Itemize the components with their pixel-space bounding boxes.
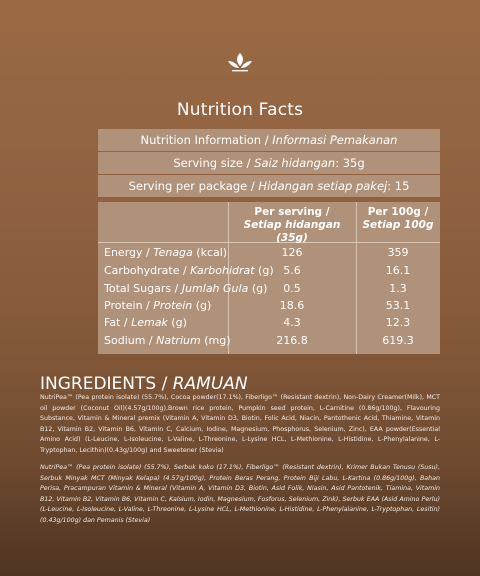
nutrient-unit: (g)	[254, 264, 274, 277]
serving-size-bar	[98, 152, 440, 174]
table-row	[98, 314, 440, 331]
nutrient-name-ms: Tenaga	[153, 246, 193, 259]
serving-per-package-en: Serving per package /	[128, 179, 259, 193]
serving-per-package-bar	[98, 175, 440, 197]
nutrient-name-ms: Jumlah Gula	[181, 282, 249, 295]
serving-per-package-value: : 15	[387, 179, 410, 193]
per-serving-value: 126	[281, 246, 303, 259]
per-100g-value: 16.1	[385, 264, 411, 277]
nutrient-label	[104, 297, 211, 314]
nutrition-table	[98, 202, 440, 354]
nutrient-unit: (g)	[167, 316, 187, 329]
ingredients-heading-en: INGREDIENTS /	[40, 374, 173, 394]
nutrient-name-en: Total Sugars /	[104, 282, 182, 295]
per-serving-header-line2: Setiap hidangan (35g)	[243, 219, 341, 244]
per-100g-header	[356, 206, 440, 232]
ingredients-heading	[40, 374, 248, 394]
ingredients-heading-ms: RAMUAN	[172, 374, 248, 394]
nutrient-unit: (g)	[192, 299, 212, 312]
per-serving-header	[228, 206, 356, 245]
serving-size-value: : 35g	[335, 156, 365, 170]
ingredients-text-ms: NutriPea™ (Pea protein isolate) (55.7%), Serbuk koko (17.1%), Fiberligo™ (Resistant dextrin), Krimer Bukan Tenusu (Susu), Serbuk Minyak MCT (Minyak Kelapa) (4.57g/100g), Protein Beras Perang, Protein Biji Labu, L-Kartina (0.86g/100g), Bahan Perisa, Pracampuran Vitamin & Mineral (Vitamin A, Vitamin D3, Biotin, Asid Folik, Niasin, Asid Pantotenik, Tiamina, Vitamin B12, Vitamin B2, Vitamin B6, Vitamin C, Kalsium, Iodin, Magnesium, Fosforus, Selenium, Zink), Serbuk EAA (Asid Amino Perlu) (L-Leucine, L-Isoleucine, L-Valine, L-Threonine, L-Lysine HCL, L-Methionine, L-Histidine, L-Phenylalanine, L-Tryptophan, Lesitin) (0.43g/100g) dan Pemanis (Stevia)	[40, 464, 440, 524]
ingredients-text-en: NutriPea™ (Pea protein isolate) (55.7%), Cocoa powder(17.1%), Fiberligo™ (Resistant dextrin), Non-Dairy Creamer(Milk), MCT oil powder (Coconut Oil)(4.57g/100g),Brown rice protein, Pumpkin seed protein, L-Carnitine (0.86g/100g), Flavouring Substance, Vitamin & Mineral premix (Vitamin A, Vitamin D3, Biotin, Folic Acid, Niacin, Pantothenic Acid, Thiamine, Vitamin B12, Vitamin B2, Vitamin B6, Vitamin C, Calcium, Iodine, Magnesium, Phosphorus, Selenium, Zinc), EAA powder(Essential Amino Acid) (L-Leucine, L-Isoleucine, L-Valine, L-Threonine, L-Lysine HCL, L-Methionine, L-Histidine, L-Phenylalanine, L-Tryptophan, Lecithin)(0.43g/100g) and Sweetener (Stevia)	[40, 394, 440, 454]
per-100g-header-line2: Setiap 100g	[362, 219, 434, 231]
nutrient-name-en: Sodium /	[104, 334, 157, 347]
nutrient-unit: (mg)	[200, 334, 231, 347]
nutrient-name-ms: Protein	[153, 299, 193, 312]
serving-size-en: Serving size /	[173, 156, 255, 170]
nutrient-name-en: Energy /	[104, 246, 154, 259]
nutrient-label	[104, 244, 227, 261]
nutrient-name-ms: Karbohidrat	[190, 264, 255, 277]
serving-per-package-ms: Hidangan setiap pakej	[258, 179, 388, 193]
table-row	[98, 280, 440, 297]
leaf-icon	[227, 52, 253, 72]
nutrient-name-en: Carbohydrate /	[104, 264, 191, 277]
nutrition-info-ms: Informasi Pemakanan	[272, 133, 398, 147]
per-serving-value: 18.6	[279, 299, 305, 312]
nutrient-unit: (kcal)	[192, 246, 228, 259]
per-100g-value: 12.3	[385, 316, 411, 329]
per-serving-value: 4.3	[283, 316, 301, 329]
per-100g-value: 359	[387, 246, 409, 259]
serving-size-ms: Saiz hidangan	[254, 156, 336, 170]
nutrient-name-ms: Natrium	[156, 334, 201, 347]
table-row	[98, 244, 440, 261]
per-serving-value: 0.5	[283, 282, 301, 295]
table-row	[98, 262, 440, 279]
per-serving-header-line1: Per serving /	[254, 206, 330, 218]
per-100g-value: 53.1	[385, 299, 411, 312]
table-row	[98, 332, 440, 349]
per-serving-value: 5.6	[283, 264, 301, 277]
per-100g-header-line1: Per 100g /	[367, 206, 429, 218]
nutrition-info-bar	[98, 129, 440, 151]
nutrient-name-ms: Lemak	[131, 316, 168, 329]
nutrition-info-en: Nutrition Information /	[140, 133, 273, 147]
per-100g-value: 1.3	[389, 282, 407, 295]
per-100g-value: 619.3	[382, 334, 414, 347]
nutrient-label	[104, 314, 187, 331]
nutrient-label	[104, 332, 230, 349]
nutrient-name-en: Protein /	[104, 299, 154, 312]
nutrient-name-en: Fat /	[104, 316, 132, 329]
table-row	[98, 297, 440, 314]
page-title: Nutrition Facts	[176, 100, 304, 120]
per-serving-value: 216.8	[276, 334, 308, 347]
nutrient-unit: (g)	[248, 282, 268, 295]
